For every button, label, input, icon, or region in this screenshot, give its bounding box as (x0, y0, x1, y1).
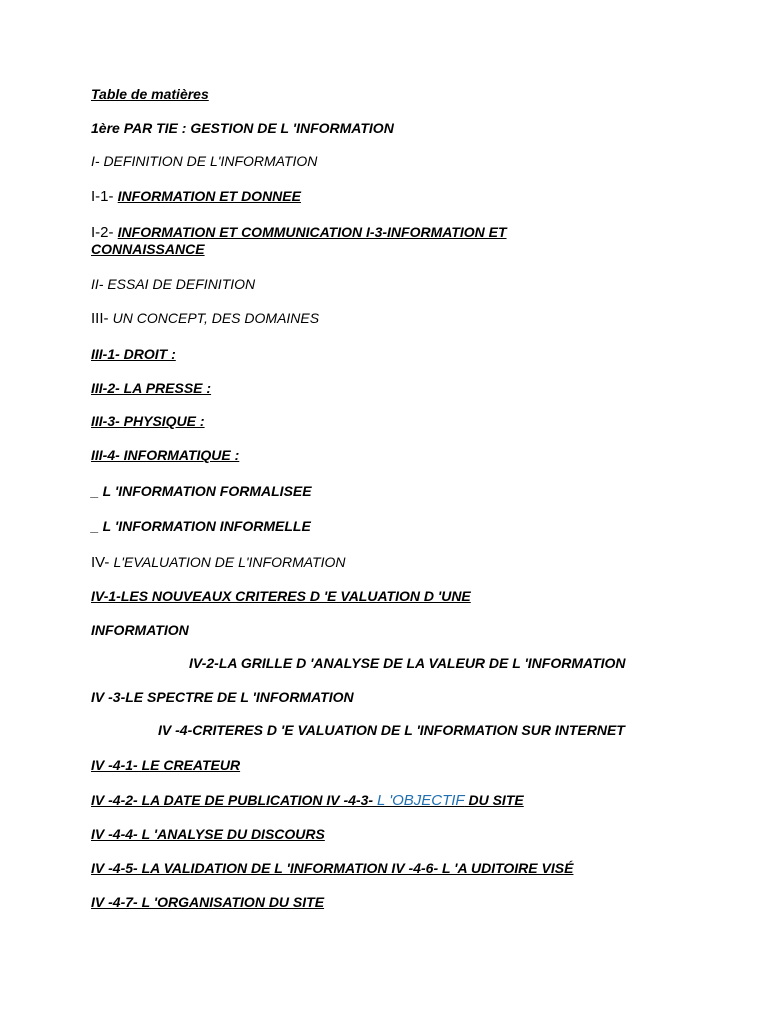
section-title: INFORMATION ET DONNEE (117, 188, 301, 204)
toc-entry-iv-3: IV -3-LE SPECTRE DE L 'INFORMATION (91, 689, 354, 705)
section-number: I-2- (91, 224, 118, 241)
toc-entry-information-formalisee: _ L 'INFORMATION FORMALISEE (91, 483, 312, 499)
section-number: I-1- (91, 188, 118, 205)
toc-entry-iii-3: III-3- PHYSIQUE : (91, 413, 205, 429)
part-heading: 1ère PAR TIE : GESTION DE L 'INFORMATION (91, 120, 394, 136)
toc-entry-iv-4-2 (91, 792, 524, 809)
section-title-end: DU SITE (464, 792, 524, 808)
toc-entry-ii: II- ESSAI DE DEFINITION (91, 276, 256, 292)
toc-entry-i-1 (91, 188, 301, 205)
toc-title: Table de matières (91, 86, 209, 102)
section-title: UN CONCEPT, DES DOMAINES (112, 310, 320, 326)
section-title: L'EVALUATION DE L'INFORMATION (113, 554, 346, 570)
toc-entry-iii-2: III-2- LA PRESSE : (91, 380, 212, 396)
section-number: III- (91, 310, 113, 327)
toc-entry-iv-1-continued: INFORMATION (91, 622, 189, 638)
toc-entry-iii-4: III-4- INFORMATIQUE : (91, 447, 240, 463)
toc-entry-i-2 (91, 224, 507, 241)
objectif-link[interactable]: L 'OBJECTIF (376, 792, 465, 809)
toc-entry-iii (91, 310, 319, 327)
toc-entry-information-informelle: _ L 'INFORMATION INFORMELLE (91, 518, 311, 534)
section-title: INFORMATION ET COMMUNICATION I-3-INFORMATION ET (117, 224, 507, 240)
toc-entry-iv-2: IV-2-LA GRILLE D 'ANALYSE DE LA VALEUR DE L 'INFORMATION (189, 655, 626, 671)
toc-entry-iii-1: III-1- DROIT : (91, 346, 176, 362)
toc-entry-iv-4-1: IV -4-1- LE CREATEUR (91, 757, 241, 773)
toc-entry-iv-4-4: IV -4-4- L 'ANALYSE DU DISCOURS (91, 826, 325, 842)
section-title: IV -4-2- LA DATE DE PUBLICATION IV -4-3- (91, 792, 377, 808)
section-number: IV- (91, 554, 114, 571)
toc-entry-iv-4: IV -4-CRITERES D 'E VALUATION DE L 'INFORMATION SUR INTERNET (158, 722, 625, 738)
toc-entry-iv-1: IV-1-LES NOUVEAUX CRITERES D 'E VALUATION D 'UNE (91, 588, 471, 604)
toc-entry-iv-4-5: IV -4-5- LA VALIDATION DE L 'INFORMATION IV -4-6- L 'A UDITOIRE VISÉ (91, 860, 574, 876)
toc-entry-iv (91, 554, 346, 571)
toc-entry-i: I- DEFINITION DE L'INFORMATION (91, 153, 318, 169)
toc-entry-iv-4-7: IV -4-7- L 'ORGANISATION DU SITE (91, 894, 325, 910)
toc-entry-i-2-continued: CONNAISSANCE (91, 241, 205, 257)
